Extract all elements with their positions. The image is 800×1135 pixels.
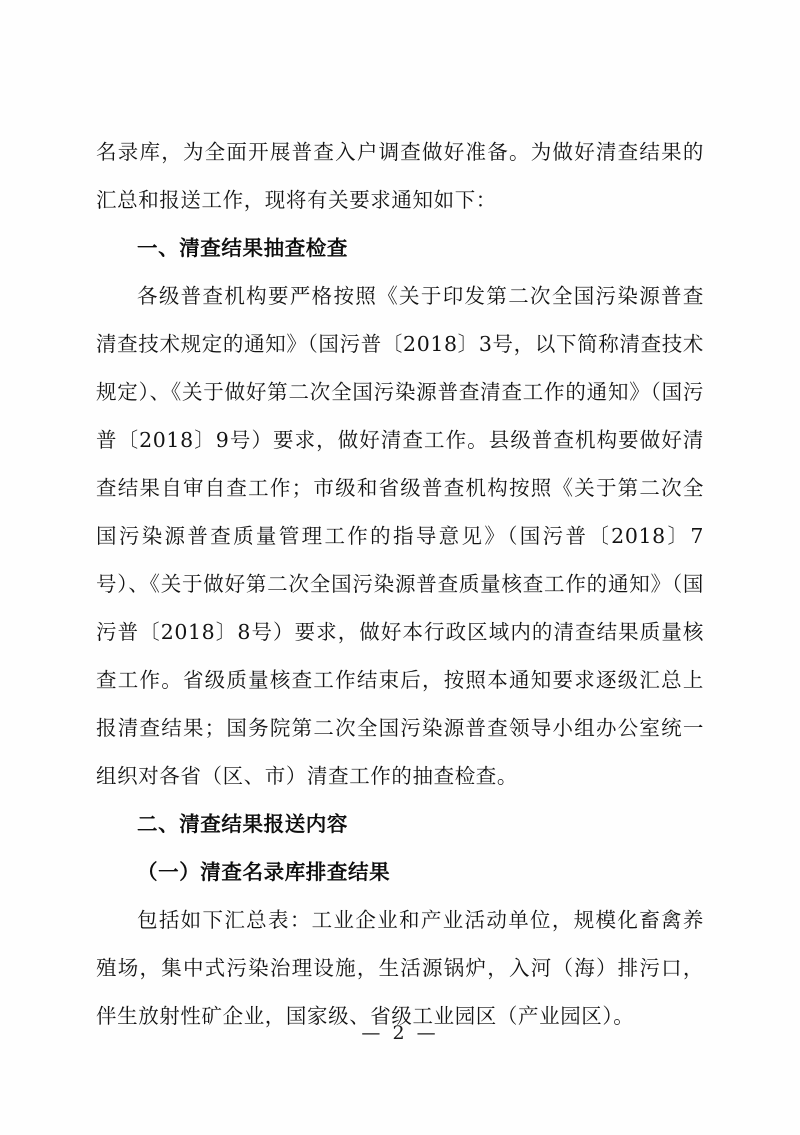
section-heading-two: 二、清查结果报送内容 — [137, 812, 348, 836]
section-one-paragraph: 各级普查机构要严格按照《关于印发第二次全国污染源普查清查技术规定的通知》（国污普〔2018〕3号，以下简称清查技术规定）、《关于做好第二次全国污染源普查清查工作的通知》（国污普〔2018〕9号）要求，做好清查工作。县级普查机构要做好清查结果自审自查工作；市级和省级普查机构按照《关于第二次全国污染源普查质量管理工作的指导意见》（国污普〔2018〕7号）、《关于做好第二次全国污染源普查质量核查工作的通知》（国污普〔2018〕8号）要求，做好本行政区域内的清查结果质量核查工作。省级质量核查工作结束后，按照本通知要求逐级汇总上报清查结果；国务院第二次全国污染源普查领导小组办公室统一组织对各省（区、市）清查工作的抽查检查。 — [96, 284, 704, 788]
subsection-heading-one: （一）清查名录库排查结果 — [137, 860, 391, 884]
section-heading-one: 一、清查结果抽查检查 — [137, 236, 348, 260]
paragraph-continuation: 名录库，为全面开展普查入户调查做好准备。为做好清查结果的汇总和报送工作，现将有关要求通知如下： — [96, 140, 704, 212]
page-content — [96, 128, 704, 1040]
page-number-footer: — 2 — — [361, 1022, 439, 1044]
subsection-one-paragraph: 包括如下汇总表：工业企业和产业活动单位，规模化畜禽养殖场，集中式污染治理设施，生活源锅炉，入河（海）排污口，伴生放射性矿企业，国家级、省级工业园区（产业园区）。 — [96, 908, 704, 1028]
